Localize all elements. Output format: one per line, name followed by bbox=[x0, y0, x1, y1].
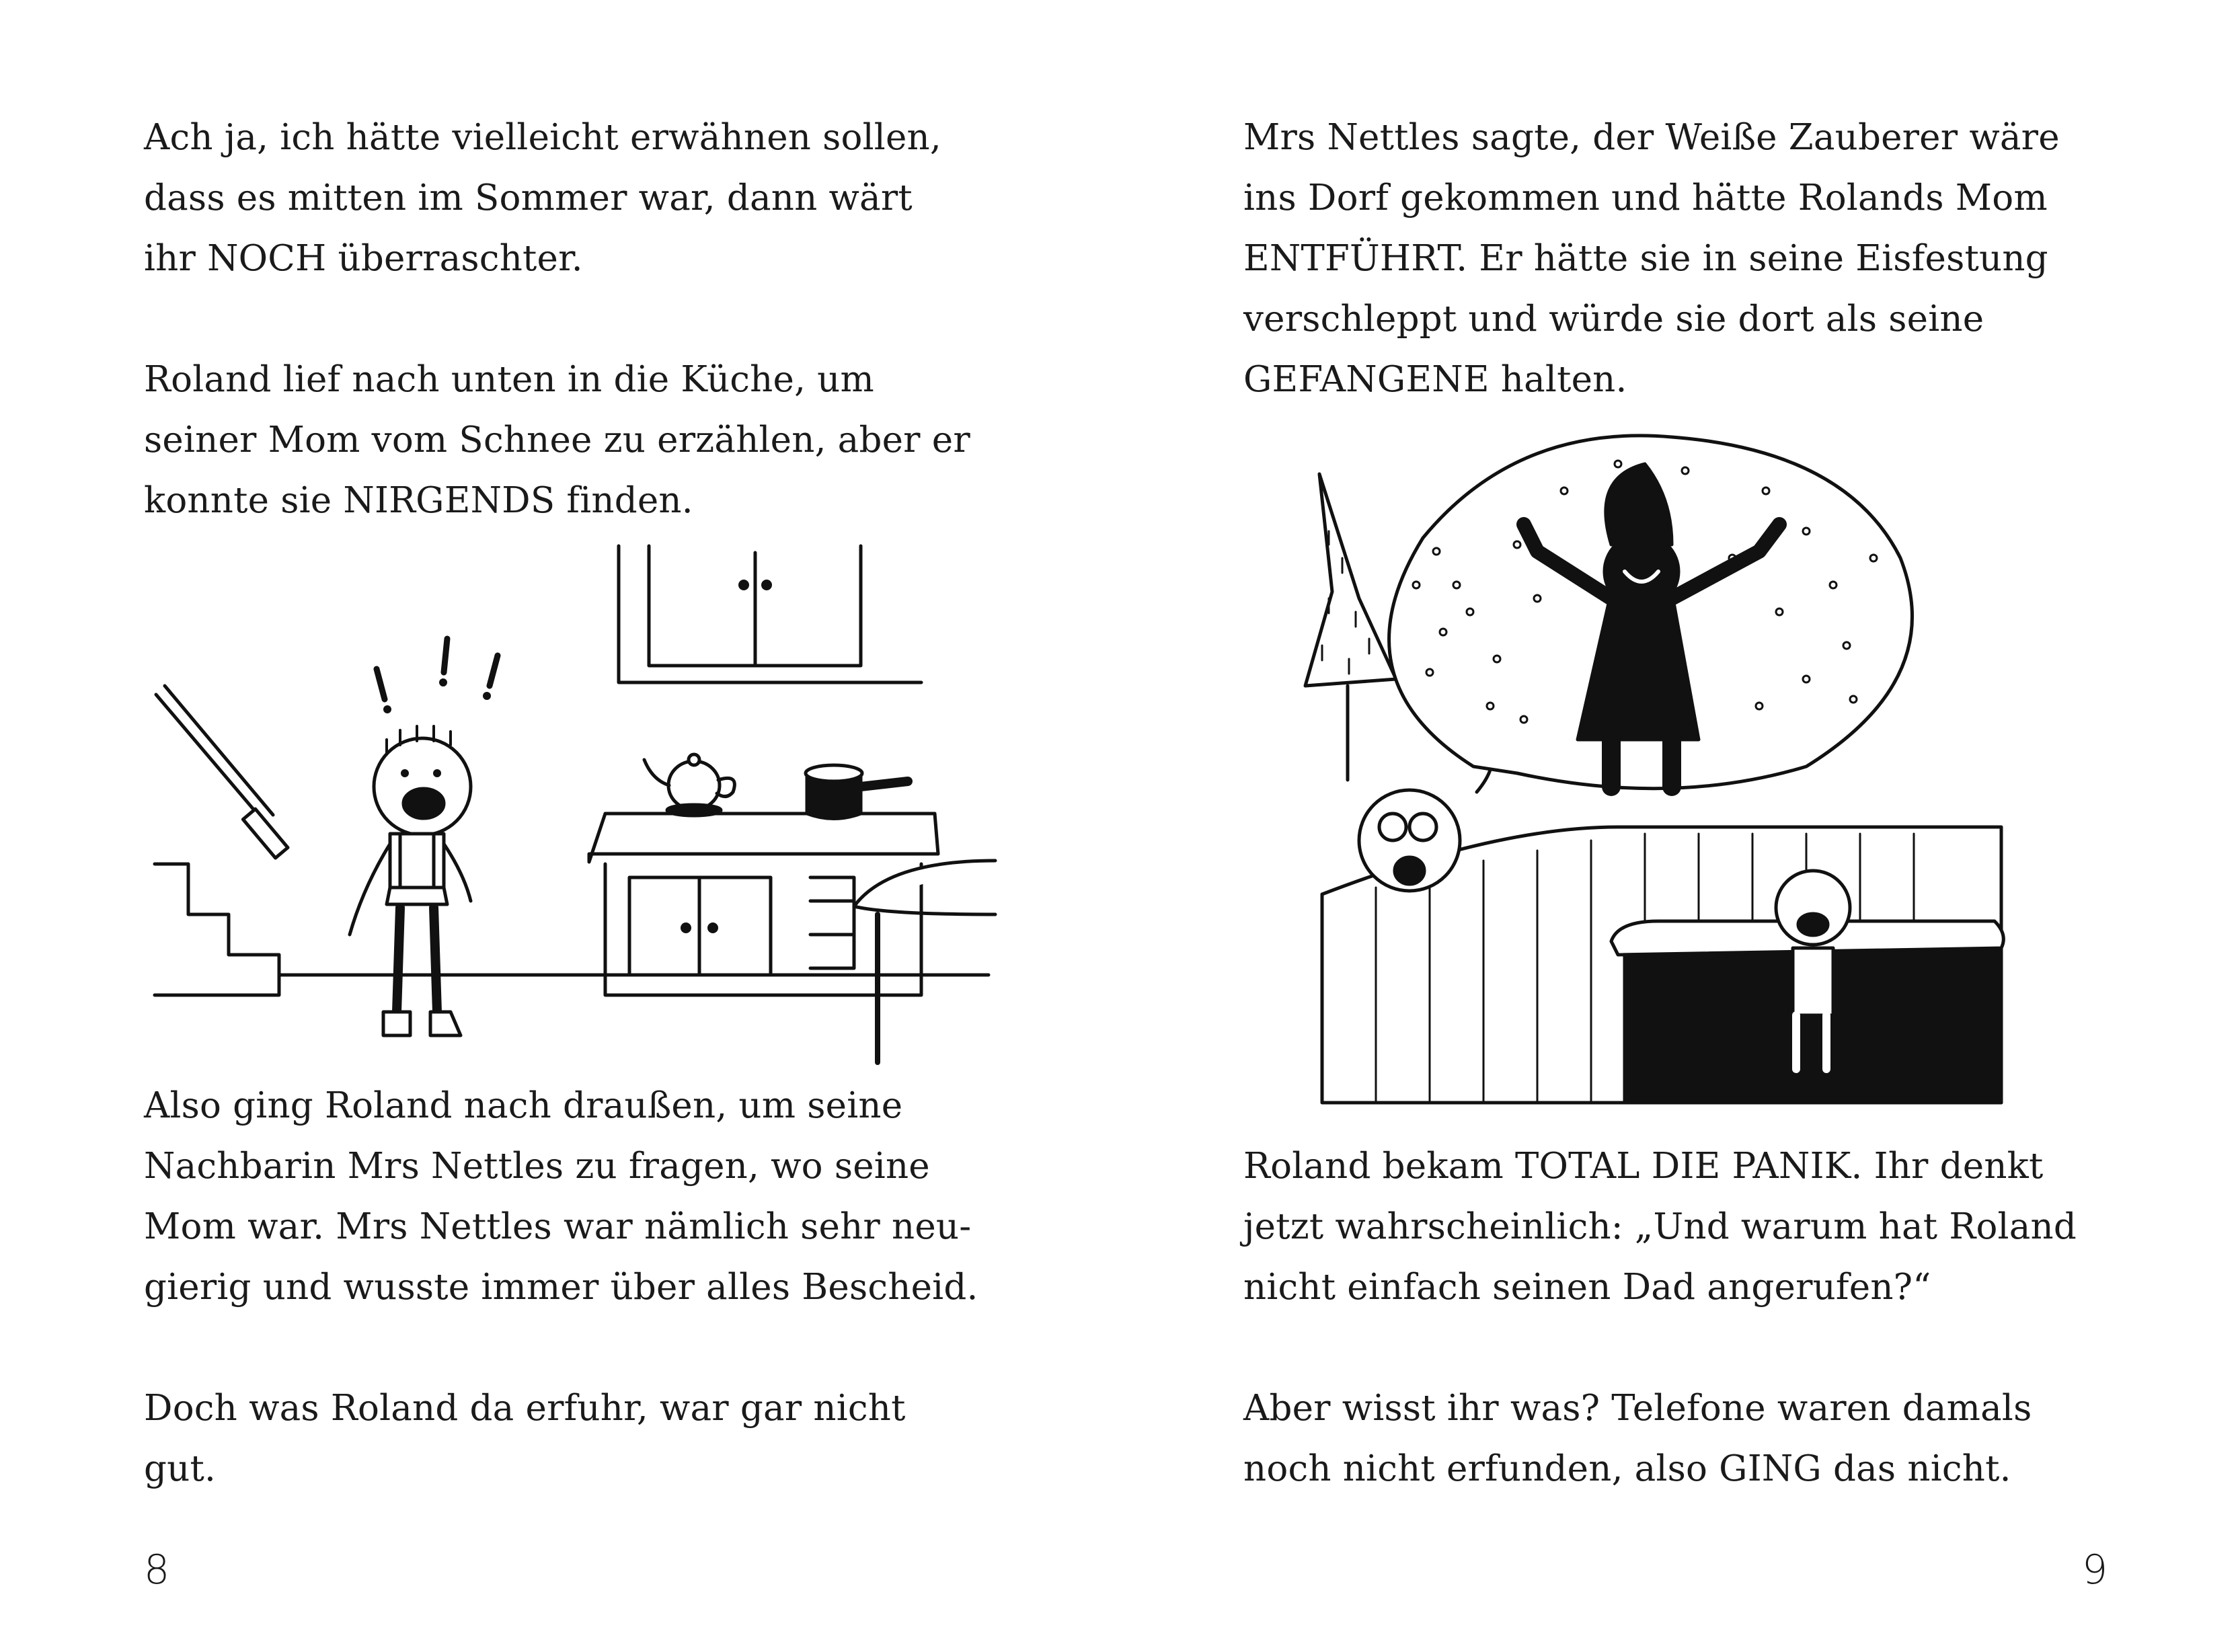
text-line: GEFANGENE halten. bbox=[1243, 359, 1627, 400]
text-line: gut. bbox=[144, 1448, 217, 1489]
text-line: Roland lief nach unten in die Küche, um bbox=[144, 359, 874, 400]
text-line: verschleppt und würde sie dort als seine bbox=[1243, 299, 1984, 340]
paragraph bbox=[144, 1378, 906, 1499]
text-line: Doch was Roland da erfuhr, war gar nicht bbox=[144, 1388, 906, 1429]
text-line: dass es mitten im Sommer war, dann wärt bbox=[144, 178, 913, 219]
text-line: Aber wisst ihr was? Telefone waren damals bbox=[1243, 1388, 2032, 1429]
paragraph bbox=[1243, 1136, 2077, 1318]
right-page bbox=[1120, 0, 2240, 1652]
text-line: seiner Mom vom Schnee zu erzählen, aber er bbox=[144, 420, 970, 461]
paragraph bbox=[1243, 108, 2060, 410]
page-number: 8 bbox=[144, 1546, 170, 1594]
paragraph bbox=[144, 350, 970, 531]
text-line: jetzt wahrscheinlich: „Und warum hat Roland bbox=[1243, 1206, 2077, 1247]
paragraph bbox=[1243, 1378, 2032, 1499]
text-line: noch nicht erfunden, also GING das nicht. bbox=[1243, 1448, 2011, 1489]
text-line: ins Dorf gekommen und hätte Rolands Mom bbox=[1243, 178, 2048, 219]
text-line: gierig und wusste immer über alles Bescheid. bbox=[144, 1267, 978, 1308]
paragraph bbox=[144, 1076, 978, 1318]
text-line: Ach ja, ich hätte vielleicht erwähnen sollen, bbox=[144, 117, 941, 158]
text-line: Mrs Nettles sagte, der Weiße Zauberer wäre bbox=[1243, 117, 2060, 158]
text-line: Roland bekam TOTAL DIE PANIK. Ihr denkt bbox=[1243, 1146, 2044, 1187]
text-line: nicht einfach seinen Dad angerufen?“ bbox=[1243, 1267, 1931, 1308]
text-line: konnte sie NIRGENDS finden. bbox=[144, 480, 693, 521]
text-line: Also ging Roland nach draußen, um seine bbox=[144, 1085, 903, 1126]
text-line: ENTFÜHRT. Er hätte sie in seine Eisfestung bbox=[1243, 238, 2048, 279]
text-line: Mom war. Mrs Nettles war nämlich sehr neu- bbox=[144, 1206, 972, 1247]
text-line: ihr NOCH überraschter. bbox=[144, 238, 583, 279]
page-number: 9 bbox=[2082, 1546, 2108, 1594]
kitchen-illustration bbox=[148, 538, 995, 1069]
paragraph bbox=[144, 108, 941, 289]
wizard-illustration bbox=[1295, 424, 2028, 1109]
text-line: Nachbarin Mrs Nettles zu fragen, wo seine bbox=[144, 1146, 930, 1187]
